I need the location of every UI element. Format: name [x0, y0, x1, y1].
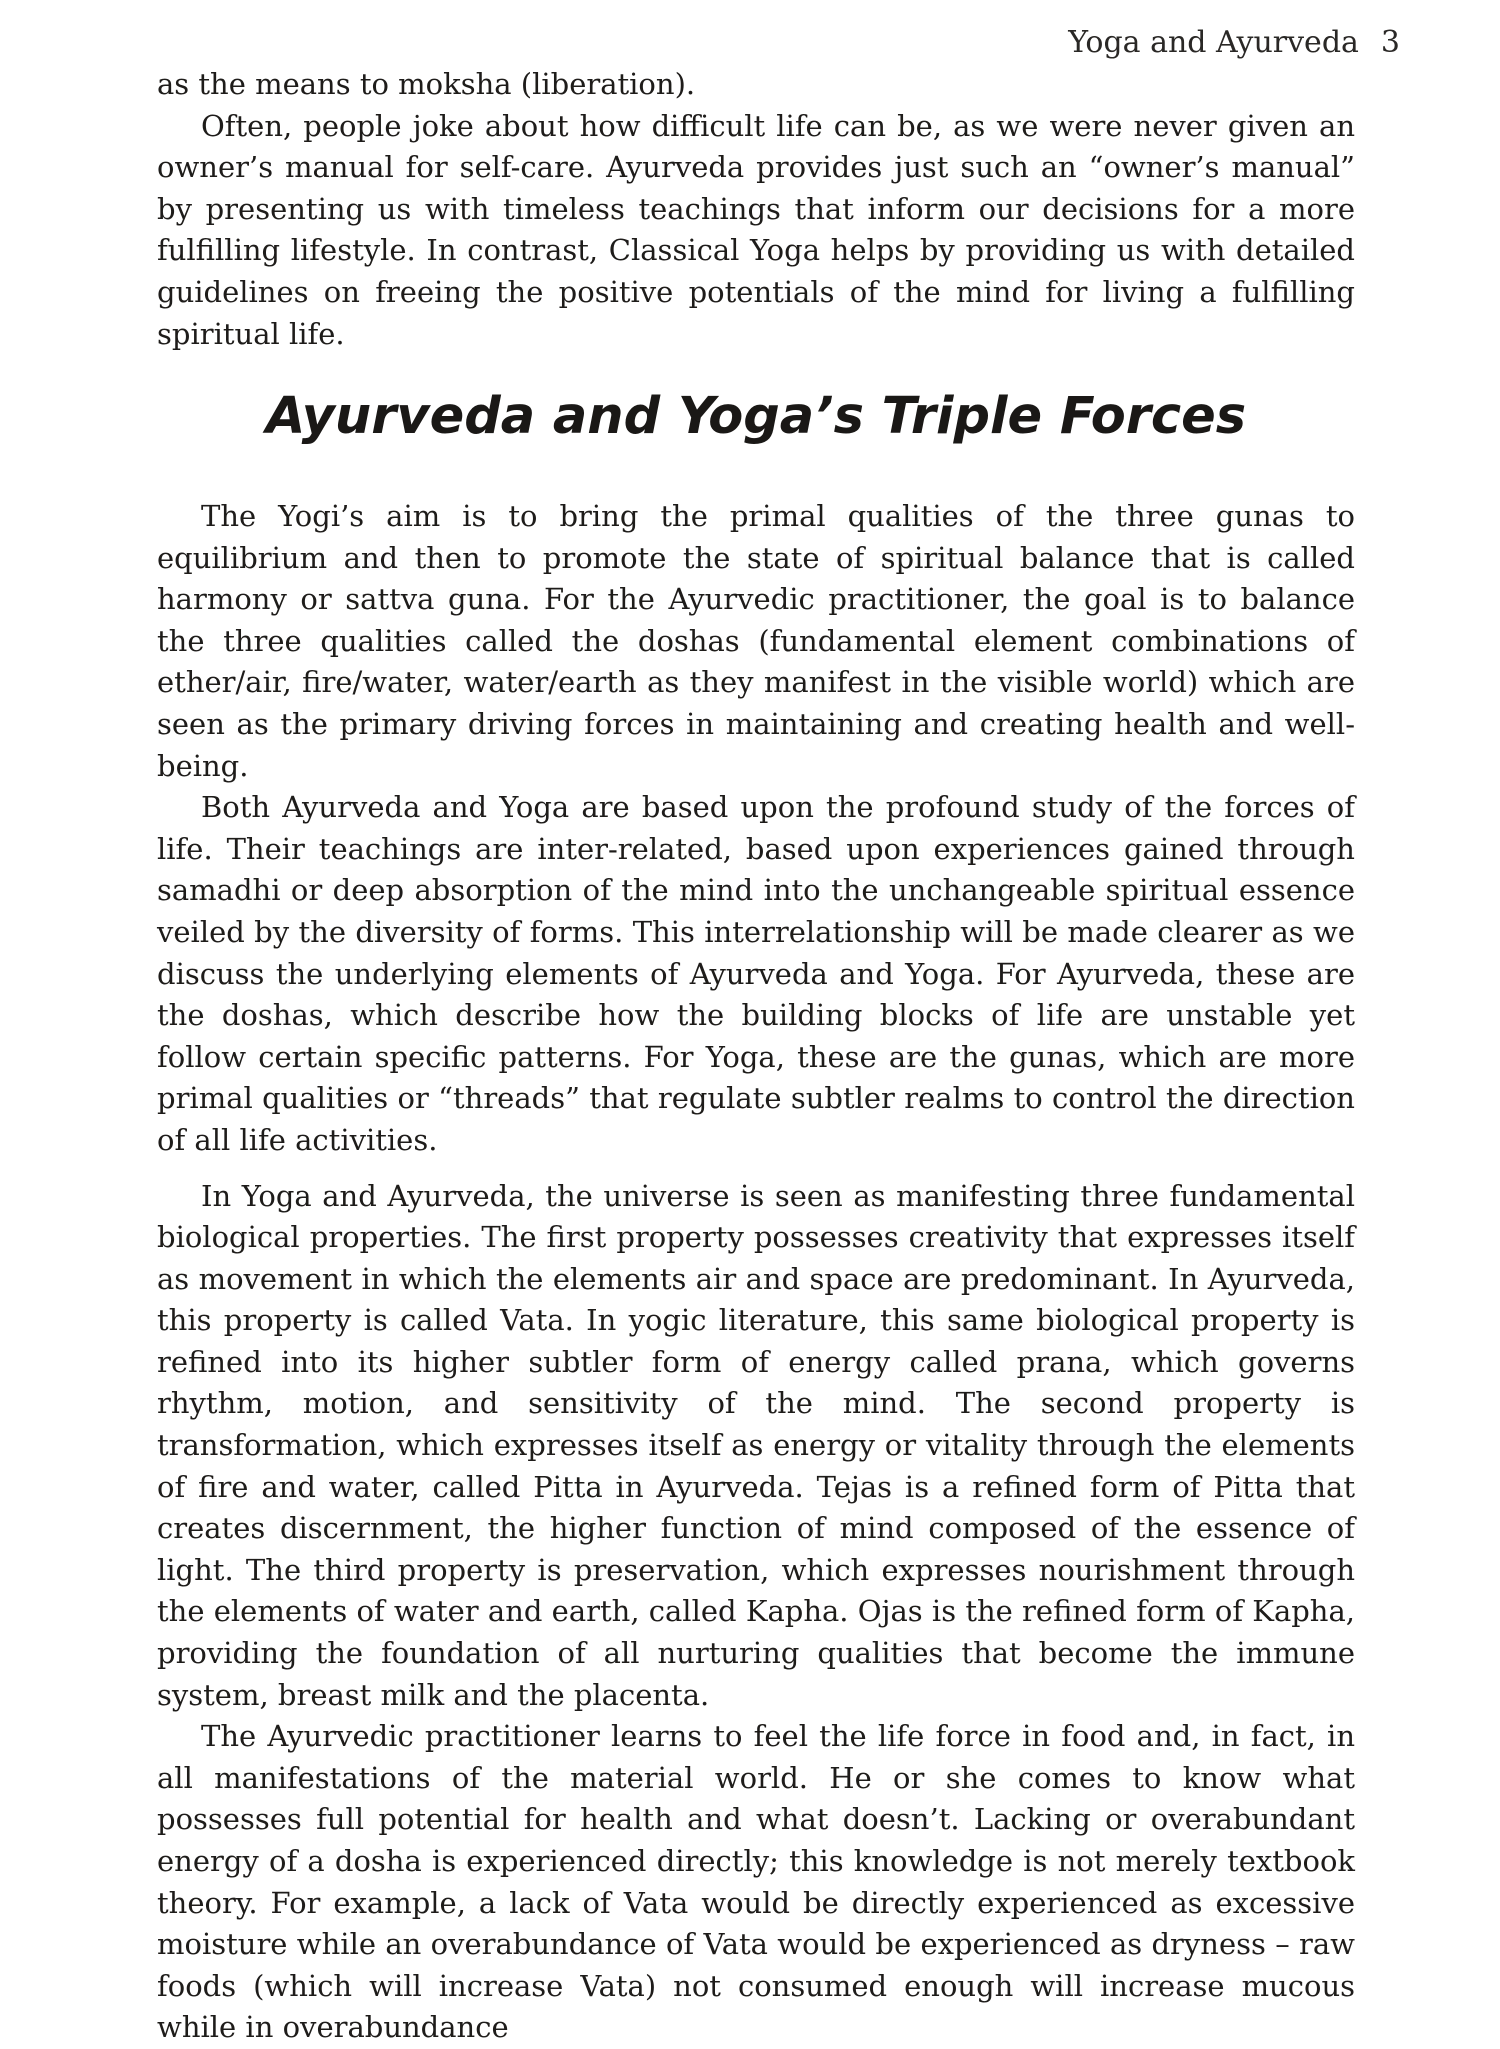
paragraph: The Yogi’s aim is to bring the primal qualities of the three gunas to equilibrium and then to promote the state of spiritual balance that is called harmony or sattva guna. For the Ayurvedic practitioner, the goal is to balance the three qualities called the doshas (fundamental element combinations of ether/air, fire/water, water/earth as they manifest in the visible world) which are seen as the primary driving forces in maintaining and creating health and well-being. [157, 499, 1355, 783]
section-heading: Ayurveda and Yoga’s Triple Forces [265, 387, 1247, 446]
paragraph: In Yoga and Ayurveda, the universe is seen as manifesting three fundamental biological properties. The first property possesses creativity that expresses itself as movement in which the elements air and space are predominant. In Ayurveda, this property is called Vata. In yogic literature, this same biological property is refined into its higher subtler form of energy called prana, which governs rhythm, motion, and sensitivity of the mind. The second property is transformation, which expresses itself as energy or vitality through the elements of fire and water, called Pitta in Ayurveda. Tejas is a refined form of Pitta that creates discernment, the higher function of mind composed of the essence of light. The third property is preservation, which expresses nourishment through the elements of water and earth, called Kapha. Ojas is the refined form of Kapha, providing the foundation of all nurturing qualities that become the immune system, breast milk and the placenta. [157, 1178, 1355, 1712]
paragraph: as the means to moksha (liberation). [157, 67, 696, 101]
paragraph: Both Ayurveda and Yoga are based upon the profound study of the forces of life. Their teachings are inter-related, based upon experiences gained through samadhi or deep absorption of the mind into the unchangeable spiritual essence veiled by the diversity of forms. This interrelationship will be made clearer as we discuss the underlying elements of Ayurveda and Yoga. For Ayurveda, these are the doshas, which describe how the building blocks of life are unstable yet follow certain specific patterns. For Yoga, these are the gunas, which are more primal qualities or “threads” that regulate subtler realms to control the direction of all life activities. [157, 790, 1355, 1157]
paragraph: The Ayurvedic practitioner learns to feel the life force in food and, in fact, in all manifestations of the material world. He or she comes to know what possesses full potential for health and what doesn’t. Lacking or overabundant energy of a dosha is experienced directly; this knowledge is not merely textbook theory. For example, a lack of Vata would be directly experienced as excessive moisture while an overabundance of Vata would be experienced as dryness – raw foods (which will increase Vata) not consumed enough will increase mucous while in overabundance [157, 1719, 1355, 2045]
page-number: 3 [1380, 25, 1400, 60]
paragraph: Often, people joke about how difficult life can be, as we were never given an owner’s manual for self-care. Ayurveda provides just such an “owner’s manual” by presenting us with timeless teachings that inform our decisions for a more fulfilling lifestyle. In contrast, Classical Yoga helps by providing us with detailed guidelines on freeing the positive potentials of the mind for living a fulfilling spiritual life. [157, 108, 1355, 351]
running-head-title: Yoga and Ayurveda [1068, 25, 1359, 60]
opening-text-block [157, 64, 1355, 355]
section-text-block [157, 496, 1355, 2049]
running-head [1068, 26, 1400, 60]
